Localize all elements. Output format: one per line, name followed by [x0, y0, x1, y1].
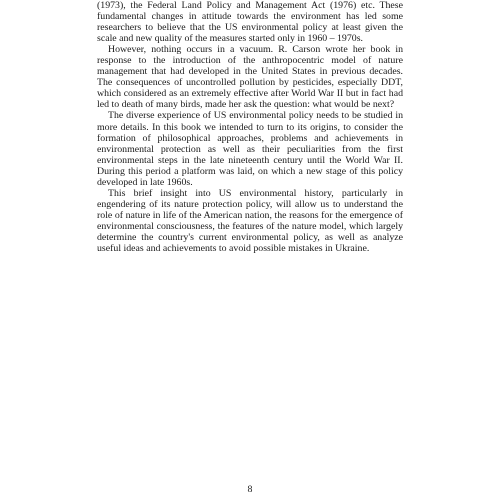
body-text	[97, 0, 403, 254]
paragraph-experience: The diverse experience of US environmental policy needs to be studied in more details. In this book we intended to turn to its origins, to consider the formation of philosophical approaches, problems and achievements in environmental protection as well as their peculiarities from the first environmental steps in the late nineteenth century until the World War II. During this period a platform was laid, on which a new stage of this policy developed in late 1960s.	[97, 110, 403, 188]
paragraph-continued: (1973), the Federal Land Policy and Management Act (1976) etc. These fundamental changes in attitude towards the environment has led some researchers to believe that the US environmental policy at least given the scale and new quality of the measures started only in 1960 – 1970s.	[97, 0, 403, 45]
page-number: 8	[247, 484, 253, 495]
paragraph-insight: This brief insight into US environmental history, particularly in engendering of its nature protection policy, will allow us to understand the role of nature in life of the American nation, the reasons for the emergence of environmental consciousness, the features of the nature model, which largely determine the country's current environmental policy, as well as analyze useful ideas and achievements to avoid possible mistakes in Ukraine.	[97, 187, 403, 255]
paragraph-carson: However, nothing occurs in a vacuum. R. Carson wrote her book in response to the introduction of the anthropocentric model of nature management that had developed in the United States in previous decades. The consequences of uncontrolled pollution by pesticides, especially DDT, which considered as an extremely effective after World War II but in fact had led to death of many birds, made her ask the question: what would be next?	[97, 44, 403, 111]
